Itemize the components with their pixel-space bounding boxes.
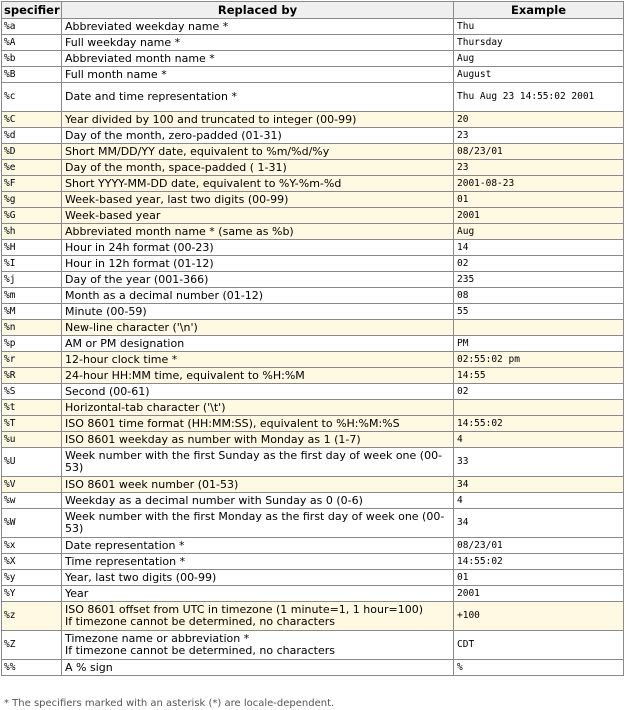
header-replaced-by: Replaced by bbox=[62, 2, 454, 19]
example-cell: 14 bbox=[454, 240, 624, 256]
specifier-cell: %e bbox=[2, 160, 62, 176]
table-row bbox=[2, 432, 624, 448]
description-cell: Hour in 24h format (00-23) bbox=[62, 240, 454, 256]
description-cell: Month as a decimal number (01-12) bbox=[62, 288, 454, 304]
example-cell: 2001 bbox=[454, 586, 624, 602]
strftime-specifier-table bbox=[1, 1, 624, 676]
table-row bbox=[2, 256, 624, 272]
example-cell: PM bbox=[454, 336, 624, 352]
specifier-cell: %d bbox=[2, 128, 62, 144]
example-cell: Aug bbox=[454, 224, 624, 240]
example-cell: 2001-08-23 bbox=[454, 176, 624, 192]
table-row bbox=[2, 554, 624, 570]
description-cell: Week number with the first Sunday as the first day of week one (00-53) bbox=[62, 448, 454, 477]
description-cell: New-line character ('\n') bbox=[62, 320, 454, 336]
example-cell: 14:55:02 bbox=[454, 416, 624, 432]
description-cell: Weekday as a decimal number with Sunday as 0 (0-6) bbox=[62, 493, 454, 509]
specifier-cell: %H bbox=[2, 240, 62, 256]
example-cell: 02 bbox=[454, 256, 624, 272]
specifier-cell: %R bbox=[2, 368, 62, 384]
description-cell: Full month name * bbox=[62, 67, 454, 83]
description-cell: Year divided by 100 and truncated to integer (00-99) bbox=[62, 112, 454, 128]
description-cell: 24-hour HH:MM time, equivalent to %H:%M bbox=[62, 368, 454, 384]
table-row bbox=[2, 416, 624, 432]
specifier-cell: %X bbox=[2, 554, 62, 570]
specifier-cell: %% bbox=[2, 660, 62, 676]
example-cell: 34 bbox=[454, 509, 624, 538]
example-cell: 02:55:02 pm bbox=[454, 352, 624, 368]
specifier-cell: %t bbox=[2, 400, 62, 416]
table-row bbox=[2, 538, 624, 554]
specifier-cell: %h bbox=[2, 224, 62, 240]
example-cell: 33 bbox=[454, 448, 624, 477]
specifier-cell: %C bbox=[2, 112, 62, 128]
example-cell: 08/23/01 bbox=[454, 538, 624, 554]
table-row bbox=[2, 586, 624, 602]
specifier-cell: %M bbox=[2, 304, 62, 320]
description-cell: Second (00-61) bbox=[62, 384, 454, 400]
description-cell: Short MM/DD/YY date, equivalent to %m/%d/%y bbox=[62, 144, 454, 160]
example-cell: 4 bbox=[454, 432, 624, 448]
specifier-cell: %w bbox=[2, 493, 62, 509]
specifier-cell: %S bbox=[2, 384, 62, 400]
description-cell: Week-based year, last two digits (00-99) bbox=[62, 192, 454, 208]
example-cell: Thursday bbox=[454, 35, 624, 51]
description-cell: Year bbox=[62, 586, 454, 602]
specifier-cell: %T bbox=[2, 416, 62, 432]
description-cell: Week-based year bbox=[62, 208, 454, 224]
table-row bbox=[2, 176, 624, 192]
example-cell: 20 bbox=[454, 112, 624, 128]
example-cell: 34 bbox=[454, 477, 624, 493]
description-cell: 12-hour clock time * bbox=[62, 352, 454, 368]
example-cell: CDT bbox=[454, 631, 624, 660]
description-cell: Date and time representation * bbox=[62, 83, 454, 112]
specifier-cell: %n bbox=[2, 320, 62, 336]
table-row bbox=[2, 208, 624, 224]
table-row bbox=[2, 602, 624, 631]
description-cell: ISO 8601 time format (HH:MM:SS), equivalent to %H:%M:%S bbox=[62, 416, 454, 432]
specifier-cell: %F bbox=[2, 176, 62, 192]
description-cell: Abbreviated month name * (same as %b) bbox=[62, 224, 454, 240]
example-cell: Thu bbox=[454, 19, 624, 35]
example-cell: 23 bbox=[454, 128, 624, 144]
table-row bbox=[2, 493, 624, 509]
specifier-cell: %g bbox=[2, 192, 62, 208]
specifier-cell: %D bbox=[2, 144, 62, 160]
example-cell: 235 bbox=[454, 272, 624, 288]
description-cell: ISO 8601 week number (01-53) bbox=[62, 477, 454, 493]
table-row bbox=[2, 192, 624, 208]
table-row bbox=[2, 144, 624, 160]
specifier-cell: %V bbox=[2, 477, 62, 493]
example-cell bbox=[454, 320, 624, 336]
specifier-cell: %W bbox=[2, 509, 62, 538]
table-row bbox=[2, 509, 624, 538]
example-cell: 08/23/01 bbox=[454, 144, 624, 160]
description-cell: Timezone name or abbreviation * If timezone cannot be determined, no characters bbox=[62, 631, 454, 660]
table-row bbox=[2, 51, 624, 67]
table-row bbox=[2, 631, 624, 660]
table-row bbox=[2, 660, 624, 676]
description-cell: A % sign bbox=[62, 660, 454, 676]
description-cell: Day of the year (001-366) bbox=[62, 272, 454, 288]
footnote: * The specifiers marked with an asterisk (*) are locale-dependent. bbox=[4, 698, 335, 709]
example-cell: 23 bbox=[454, 160, 624, 176]
table-row bbox=[2, 112, 624, 128]
table-row bbox=[2, 160, 624, 176]
example-cell: 01 bbox=[454, 192, 624, 208]
specifier-cell: %c bbox=[2, 83, 62, 112]
specifier-cell: %p bbox=[2, 336, 62, 352]
table-body bbox=[2, 19, 624, 676]
specifier-cell: %x bbox=[2, 538, 62, 554]
example-cell: 14:55:02 bbox=[454, 554, 624, 570]
example-cell bbox=[454, 400, 624, 416]
table-row bbox=[2, 67, 624, 83]
specifier-cell: %Z bbox=[2, 631, 62, 660]
specifier-cell: %u bbox=[2, 432, 62, 448]
table-row bbox=[2, 336, 624, 352]
specifier-cell: %G bbox=[2, 208, 62, 224]
table-row bbox=[2, 448, 624, 477]
specifier-cell: %m bbox=[2, 288, 62, 304]
description-cell: Time representation * bbox=[62, 554, 454, 570]
table-row bbox=[2, 400, 624, 416]
specifier-cell: %I bbox=[2, 256, 62, 272]
specifier-cell: %a bbox=[2, 19, 62, 35]
table-row bbox=[2, 570, 624, 586]
description-cell: Year, last two digits (00-99) bbox=[62, 570, 454, 586]
description-cell: Hour in 12h format (01-12) bbox=[62, 256, 454, 272]
description-cell: ISO 8601 offset from UTC in timezone (1 minute=1, 1 hour=100) If timezone cannot be determined, no characters bbox=[62, 602, 454, 631]
table-row bbox=[2, 240, 624, 256]
table-row bbox=[2, 304, 624, 320]
table-row bbox=[2, 368, 624, 384]
specifier-cell: %U bbox=[2, 448, 62, 477]
example-cell: 08 bbox=[454, 288, 624, 304]
table-row bbox=[2, 320, 624, 336]
example-cell: Aug bbox=[454, 51, 624, 67]
description-cell: Week number with the first Monday as the first day of week one (00-53) bbox=[62, 509, 454, 538]
table-row bbox=[2, 19, 624, 35]
example-cell: 2001 bbox=[454, 208, 624, 224]
table-row bbox=[2, 288, 624, 304]
specifier-cell: %j bbox=[2, 272, 62, 288]
description-cell: Abbreviated weekday name * bbox=[62, 19, 454, 35]
specifier-cell: %z bbox=[2, 602, 62, 631]
specifier-cell: %Y bbox=[2, 586, 62, 602]
header-specifier: specifier bbox=[2, 2, 62, 19]
example-cell: % bbox=[454, 660, 624, 676]
table-row bbox=[2, 83, 624, 112]
table-row bbox=[2, 352, 624, 368]
example-cell: 4 bbox=[454, 493, 624, 509]
description-cell: Full weekday name * bbox=[62, 35, 454, 51]
table-row bbox=[2, 128, 624, 144]
table-row bbox=[2, 384, 624, 400]
table-row bbox=[2, 272, 624, 288]
example-cell: 14:55 bbox=[454, 368, 624, 384]
table-row bbox=[2, 477, 624, 493]
description-cell: Date representation * bbox=[62, 538, 454, 554]
table-row bbox=[2, 224, 624, 240]
specifier-cell: %y bbox=[2, 570, 62, 586]
example-cell: +100 bbox=[454, 602, 624, 631]
description-cell: Day of the month, zero-padded (01-31) bbox=[62, 128, 454, 144]
description-cell: ISO 8601 weekday as number with Monday as 1 (1-7) bbox=[62, 432, 454, 448]
header-example: Example bbox=[454, 2, 624, 19]
example-cell: 01 bbox=[454, 570, 624, 586]
specifier-cell: %b bbox=[2, 51, 62, 67]
specifier-cell: %B bbox=[2, 67, 62, 83]
description-cell: AM or PM designation bbox=[62, 336, 454, 352]
description-cell: Abbreviated month name * bbox=[62, 51, 454, 67]
example-cell: 02 bbox=[454, 384, 624, 400]
description-cell: Minute (00-59) bbox=[62, 304, 454, 320]
description-cell: Day of the month, space-padded ( 1-31) bbox=[62, 160, 454, 176]
specifier-cell: %A bbox=[2, 35, 62, 51]
description-cell: Horizontal-tab character ('\t') bbox=[62, 400, 454, 416]
example-cell: Thu Aug 23 14:55:02 2001 bbox=[454, 83, 624, 112]
table-row bbox=[2, 35, 624, 51]
example-cell: 55 bbox=[454, 304, 624, 320]
example-cell: August bbox=[454, 67, 624, 83]
table-header-row bbox=[2, 2, 624, 19]
description-cell: Short YYYY-MM-DD date, equivalent to %Y-%m-%d bbox=[62, 176, 454, 192]
specifier-cell: %r bbox=[2, 352, 62, 368]
